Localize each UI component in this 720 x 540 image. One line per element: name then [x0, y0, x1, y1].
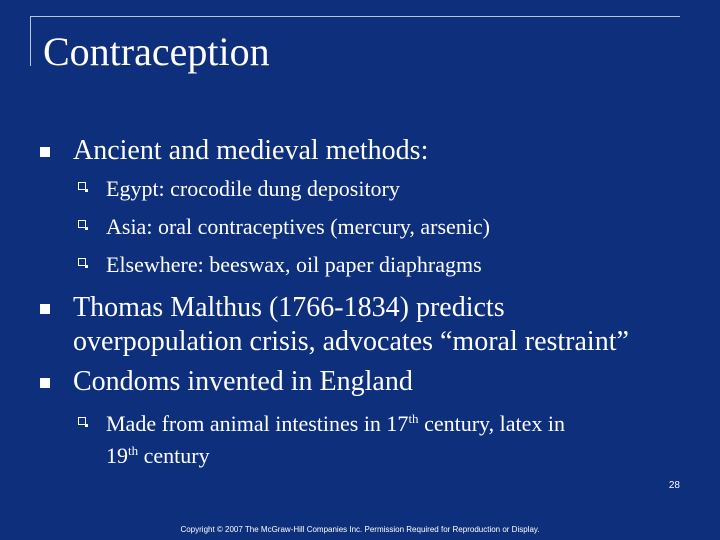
sub-bullet-text: Made from animal intestines in 17 [106, 411, 409, 436]
superscript-ordinal: th [408, 411, 419, 426]
sub-bullet-elsewhere: Elsewhere: beeswax, oil paper diaphragms [106, 252, 482, 277]
hollow-square-bullet-icon [78, 417, 86, 425]
hollow-square-bullet-icon [78, 258, 86, 266]
bullet-malthus-line1: Thomas Malthus (1766-1834) predicts [73, 292, 505, 323]
sub-bullet-egypt: Egypt: crocodile dung depository [106, 176, 400, 201]
hollow-square-bullet-icon [78, 220, 86, 228]
sub-bullet-asia: Asia: oral contraceptives (mercury, arsenic) [106, 214, 491, 239]
title-frame-left-line [30, 16, 31, 66]
square-bullet-icon [40, 378, 50, 388]
bullet-condoms: Condoms invented in England [73, 366, 413, 397]
hollow-square-bullet-icon [78, 182, 86, 190]
sub-bullet-text: 19 [106, 443, 128, 468]
bullet-malthus-line2: overpopulation crisis, advocates “moral restraint” [73, 326, 629, 357]
sub-bullet-materials-line2 [106, 443, 210, 469]
superscript-ordinal: th [128, 443, 139, 458]
page-number: 28 [668, 480, 680, 491]
sub-bullet-materials-line1 [106, 411, 565, 437]
sub-bullet-text: century [138, 443, 210, 468]
square-bullet-icon [40, 147, 50, 157]
bullet-ancient-methods: Ancient and medieval methods: [73, 135, 429, 166]
square-bullet-icon [40, 304, 50, 314]
copyright-footer: Copyright © 2007 The McGraw-Hill Companies Inc. Permission Required for Reproduction or Display. [180, 525, 540, 534]
sub-bullet-text: century, latex in [418, 411, 565, 436]
slide-title: Contraception [43, 29, 270, 74]
title-frame-top-line [30, 16, 680, 17]
